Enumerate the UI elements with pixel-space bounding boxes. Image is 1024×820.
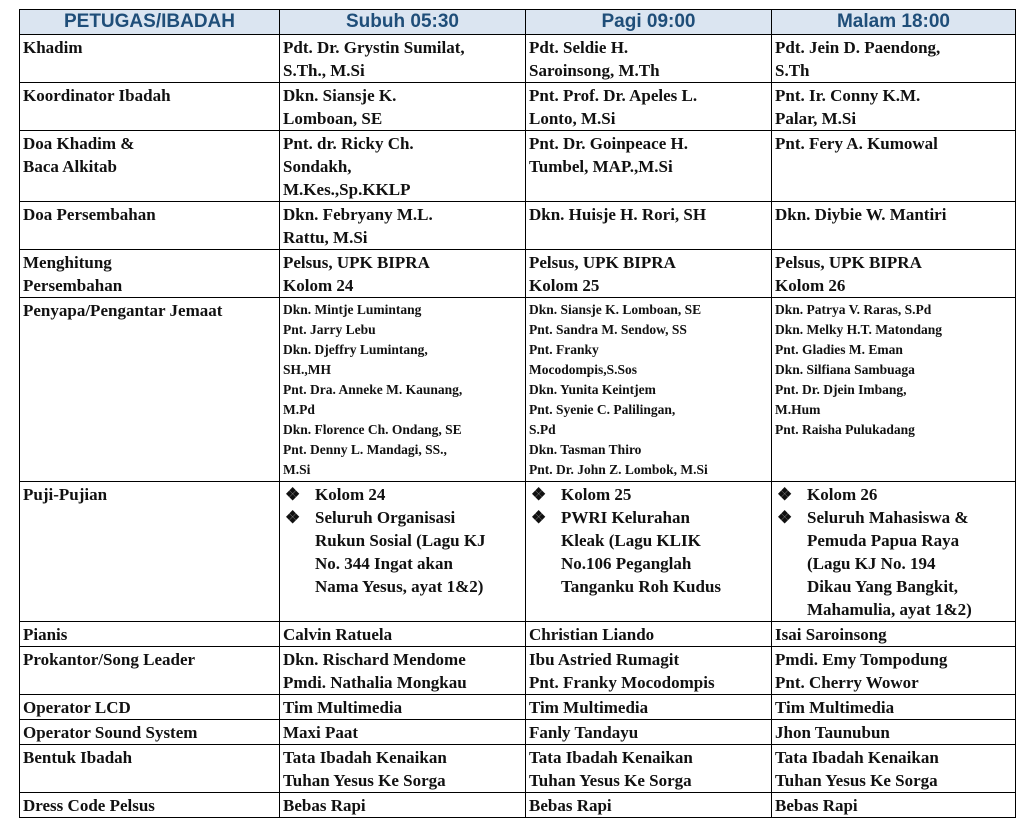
- cell-line: Pnt. Sandra M. Sendow, SS: [529, 322, 687, 337]
- cell-line: Pnt. dr. Ricky Ch.: [283, 134, 414, 153]
- header-row: [20, 10, 1016, 35]
- cell-line: M.Kes.,Sp.KKLP: [283, 180, 411, 199]
- diamond-bullet-icon: ❖: [777, 485, 793, 504]
- cell-line: Maxi Paat: [283, 723, 359, 742]
- diamond-bullet-icon: ❖: [531, 485, 547, 504]
- cell-line: Pnt. Denny L. Mandagi, SS.,: [283, 442, 447, 457]
- cell-line: Christian Liando: [529, 625, 655, 644]
- table-row: [20, 202, 1016, 250]
- assignment-cell-subuh: [280, 720, 526, 745]
- table-row: [20, 647, 1016, 695]
- cell-line: Pelsus, UPK BIPRA: [529, 253, 676, 272]
- table-row: [20, 83, 1016, 131]
- cell-line: Kolom 24: [283, 276, 354, 295]
- worship-schedule-table: [19, 9, 1016, 818]
- assignment-cell-malam: [772, 647, 1016, 695]
- cell-line: Puji-Pujian: [23, 485, 108, 504]
- bullet-item: [777, 483, 1012, 506]
- cell-line: Dress Code Pelsus: [23, 796, 155, 815]
- cell-line: Operator Sound System: [23, 723, 198, 742]
- header-malam: Malam 18:00: [772, 10, 1016, 35]
- cell-line: Pnt. Dr. John Z. Lombok, M.Si: [529, 462, 708, 477]
- assignment-cell-malam: [772, 83, 1016, 131]
- assignment-cell-malam: [772, 250, 1016, 298]
- cell-line: Tumbel, MAP.,M.Si: [529, 157, 673, 176]
- diamond-bullet-icon: ❖: [531, 508, 547, 527]
- cell-line: Pnt. Dra. Anneke M. Kaunang,: [283, 382, 463, 397]
- bullet-text-line: No. 344 Ingat akan: [315, 554, 453, 573]
- bullet-text-line: Kolom 24: [315, 485, 386, 504]
- table-row: [20, 298, 1016, 482]
- assignment-cell-subuh: [280, 83, 526, 131]
- table-row: [20, 622, 1016, 647]
- cell-line: Bebas Rapi: [283, 796, 366, 815]
- cell-line: Isai Saroinsong: [775, 625, 887, 644]
- role-cell: [20, 720, 280, 745]
- cell-line: Pmdi. Emy Tompodung: [775, 650, 948, 669]
- table-row: [20, 482, 1016, 622]
- role-cell: [20, 35, 280, 83]
- cell-line: S.Th., M.Si: [283, 61, 365, 80]
- table-row: [20, 745, 1016, 793]
- cell-line: Lonto, M.Si: [529, 109, 616, 128]
- cell-line: Tuhan Yesus Ke Sorga: [529, 771, 692, 790]
- cell-line: M.Hum: [775, 402, 821, 417]
- assignment-cell-malam: [772, 720, 1016, 745]
- bullet-item: [777, 506, 1012, 621]
- cell-line: Tuhan Yesus Ke Sorga: [283, 771, 446, 790]
- assignment-cell-subuh: [280, 793, 526, 818]
- bullet-text-line: Rukun Sosial (Lagu KJ: [315, 531, 486, 550]
- cell-line: Pelsus, UPK BIPRA: [283, 253, 430, 272]
- cell-line: Pnt. Prof. Dr. Apeles L.: [529, 86, 698, 105]
- cell-line: Pnt. Ir. Conny K.M.: [775, 86, 921, 105]
- bullet-text-line: PWRI Kelurahan: [561, 508, 690, 527]
- diamond-bullet-icon: ❖: [777, 508, 793, 527]
- cell-line: Penyapa/Pengantar Jemaat: [23, 301, 223, 320]
- cell-line: Tim Multimedia: [529, 698, 649, 717]
- assignment-cell-malam: [772, 131, 1016, 202]
- cell-line: Pdt. Seldie H.: [529, 38, 629, 57]
- cell-line: SH.,MH: [283, 362, 332, 377]
- cell-line: Ibu Astried Rumagit: [529, 650, 680, 669]
- cell-line: Dkn. Patrya V. Raras, S.Pd: [775, 302, 932, 317]
- assignment-cell-malam: [772, 298, 1016, 482]
- cell-line: Bebas Rapi: [529, 796, 612, 815]
- cell-line: Pmdi. Nathalia Mongkau: [283, 673, 467, 692]
- cell-line: Dkn. Melky H.T. Matondang: [775, 322, 943, 337]
- bullet-text-line: Seluruh Organisasi: [315, 508, 456, 527]
- schedule-body: [20, 35, 1016, 818]
- cell-line: Kolom 26: [775, 276, 846, 295]
- assignment-cell-pagi: [526, 647, 772, 695]
- cell-line: Operator LCD: [23, 698, 131, 717]
- table-row: [20, 35, 1016, 83]
- bullet-text-line: Pemuda Papua Raya: [807, 531, 960, 550]
- cell-line: Bentuk Ibadah: [23, 748, 133, 767]
- assignment-cell-pagi: [526, 83, 772, 131]
- bullet-text-line: Tanganku Roh Kudus: [561, 577, 722, 596]
- bullet-text-line: Nama Yesus, ayat 1&2): [315, 577, 484, 596]
- cell-line: Doa Khadim &: [23, 134, 135, 153]
- cell-line: Pnt. Franky: [529, 342, 599, 357]
- table-row: [20, 720, 1016, 745]
- role-cell: [20, 482, 280, 622]
- cell-line: Pdt. Dr. Grystin Sumilat,: [283, 38, 465, 57]
- bullet-text-line: Mahamulia, ayat 1&2): [807, 600, 972, 619]
- bullet-item: [531, 506, 768, 598]
- cell-line: Koordinator Ibadah: [23, 86, 171, 105]
- cell-line: Prokantor/Song Leader: [23, 650, 196, 669]
- cell-line: Persembahan: [23, 276, 123, 295]
- cell-line: Pnt. Raisha Pulukadang: [775, 422, 915, 437]
- cell-line: Pnt. Jarry Lebu: [283, 322, 376, 337]
- assignment-cell-pagi: [526, 622, 772, 647]
- cell-line: Dkn. Djeffry Lumintang,: [283, 342, 428, 357]
- cell-line: Baca Alkitab: [23, 157, 117, 176]
- cell-line: S.Th: [775, 61, 810, 80]
- assignment-cell-pagi: [526, 298, 772, 482]
- cell-line: Dkn. Silfiana Sambuaga: [775, 362, 915, 377]
- assignment-cell-pagi: [526, 131, 772, 202]
- cell-line: Dkn. Siansje K.: [283, 86, 397, 105]
- cell-line: Palar, M.Si: [775, 109, 857, 128]
- cell-line: Dkn. Tasman Thiro: [529, 442, 642, 457]
- cell-line: Pnt. Cherry Wowor: [775, 673, 919, 692]
- assignment-cell-pagi: [526, 695, 772, 720]
- cell-line: Bebas Rapi: [775, 796, 858, 815]
- cell-line: Pnt. Gladies M. Eman: [775, 342, 903, 357]
- cell-line: Saroinsong, M.Th: [529, 61, 660, 80]
- cell-line: M.Pd: [283, 402, 315, 417]
- role-cell: [20, 695, 280, 720]
- cell-line: Dkn. Siansje K. Lomboan, SE: [529, 302, 702, 317]
- cell-line: Lomboan, SE: [283, 109, 383, 128]
- cell-line: Pianis: [23, 625, 68, 644]
- cell-line: Tata Ibadah Kenaikan: [775, 748, 939, 767]
- assignment-cell-subuh: [280, 298, 526, 482]
- cell-line: Pnt. Franky Mocodompis: [529, 673, 715, 692]
- cell-line: Jhon Taunubun: [775, 723, 890, 742]
- bullet-text-line: No.106 Peganglah: [561, 554, 692, 573]
- bullet-text-line: Kolom 26: [807, 485, 878, 504]
- cell-line: Pelsus, UPK BIPRA: [775, 253, 922, 272]
- bullet-text-line: Kolom 25: [561, 485, 632, 504]
- assignment-cell-pagi: [526, 482, 772, 622]
- header-subuh: Subuh 05:30: [280, 10, 526, 35]
- role-cell: [20, 298, 280, 482]
- table-row: [20, 131, 1016, 202]
- cell-line: Pnt. Dr. Djein Imbang,: [775, 382, 907, 397]
- table-row: [20, 250, 1016, 298]
- cell-line: Tim Multimedia: [283, 698, 403, 717]
- assignment-cell-malam: [772, 745, 1016, 793]
- cell-line: Kolom 25: [529, 276, 600, 295]
- role-cell: [20, 622, 280, 647]
- cell-line: Dkn. Febryany M.L.: [283, 205, 433, 224]
- cell-line: Dkn. Yunita Keintjem: [529, 382, 656, 397]
- assignment-cell-subuh: [280, 745, 526, 793]
- cell-line: Sondakh,: [283, 157, 352, 176]
- role-cell: [20, 745, 280, 793]
- assignment-cell-subuh: [280, 131, 526, 202]
- assignment-cell-pagi: [526, 720, 772, 745]
- diamond-bullet-icon: ❖: [285, 508, 301, 527]
- bullet-text-line: Seluruh Mahasiswa &: [807, 508, 969, 527]
- cell-line: Pnt. Fery A. Kumowal: [775, 134, 938, 153]
- cell-line: Rattu, M.Si: [283, 228, 368, 247]
- role-cell: [20, 793, 280, 818]
- bullet-item: [285, 483, 522, 506]
- cell-line: Tim Multimedia: [775, 698, 895, 717]
- diamond-bullet-icon: ❖: [285, 485, 301, 504]
- cell-line: Tata Ibadah Kenaikan: [529, 748, 693, 767]
- assignment-cell-subuh: [280, 250, 526, 298]
- assignment-cell-pagi: [526, 793, 772, 818]
- role-cell: [20, 250, 280, 298]
- cell-line: Dkn. Huisje H. Rori, SH: [529, 205, 707, 224]
- assignment-cell-pagi: [526, 202, 772, 250]
- table-row: [20, 793, 1016, 818]
- assignment-cell-subuh: [280, 622, 526, 647]
- assignment-cell-malam: [772, 793, 1016, 818]
- assignment-cell-malam: [772, 202, 1016, 250]
- assignment-cell-malam: [772, 35, 1016, 83]
- cell-line: S.Pd: [529, 422, 556, 437]
- bullet-item: [285, 506, 522, 598]
- assignment-cell-subuh: [280, 202, 526, 250]
- assignment-cell-subuh: [280, 482, 526, 622]
- header-pagi: Pagi 09:00: [526, 10, 772, 35]
- cell-line: Doa Persembahan: [23, 205, 156, 224]
- role-cell: [20, 131, 280, 202]
- cell-line: Mocodompis,S.Sos: [529, 362, 638, 377]
- assignment-cell-subuh: [280, 647, 526, 695]
- bullet-item: [531, 483, 768, 506]
- cell-line: Dkn. Diybie W. Mantiri: [775, 205, 947, 224]
- header-role: PETUGAS/IBADAH: [20, 10, 280, 35]
- cell-line: Dkn. Mintje Lumintang: [283, 302, 422, 317]
- role-cell: [20, 647, 280, 695]
- assignment-cell-malam: [772, 695, 1016, 720]
- cell-line: Pnt. Dr. Goinpeace H.: [529, 134, 688, 153]
- assignment-cell-malam: [772, 622, 1016, 647]
- bullet-text-line: (Lagu KJ No. 194: [807, 554, 936, 573]
- cell-line: Dkn. Rischard Mendome: [283, 650, 466, 669]
- assignment-cell-subuh: [280, 35, 526, 83]
- assignment-cell-pagi: [526, 745, 772, 793]
- cell-line: M.Si: [283, 462, 311, 477]
- cell-line: Fanly Tandayu: [529, 723, 639, 742]
- cell-line: Dkn. Florence Ch. Ondang, SE: [283, 422, 462, 437]
- cell-line: Tuhan Yesus Ke Sorga: [775, 771, 938, 790]
- cell-line: Khadim: [23, 38, 83, 57]
- assignment-cell-pagi: [526, 250, 772, 298]
- assignment-cell-malam: [772, 482, 1016, 622]
- role-cell: [20, 83, 280, 131]
- table-row: [20, 695, 1016, 720]
- schedule-page: [19, 9, 1015, 818]
- assignment-cell-pagi: [526, 35, 772, 83]
- role-cell: [20, 202, 280, 250]
- cell-line: Calvin Ratuela: [283, 625, 393, 644]
- cell-line: Pdt. Jein D. Paendong,: [775, 38, 941, 57]
- bullet-text-line: Kleak (Lagu KLIK: [561, 531, 701, 550]
- cell-line: Menghitung: [23, 253, 112, 272]
- cell-line: Pnt. Syenie C. Palilingan,: [529, 402, 676, 417]
- cell-line: Tata Ibadah Kenaikan: [283, 748, 447, 767]
- bullet-text-line: Dikau Yang Bangkit,: [807, 577, 959, 596]
- assignment-cell-subuh: [280, 695, 526, 720]
